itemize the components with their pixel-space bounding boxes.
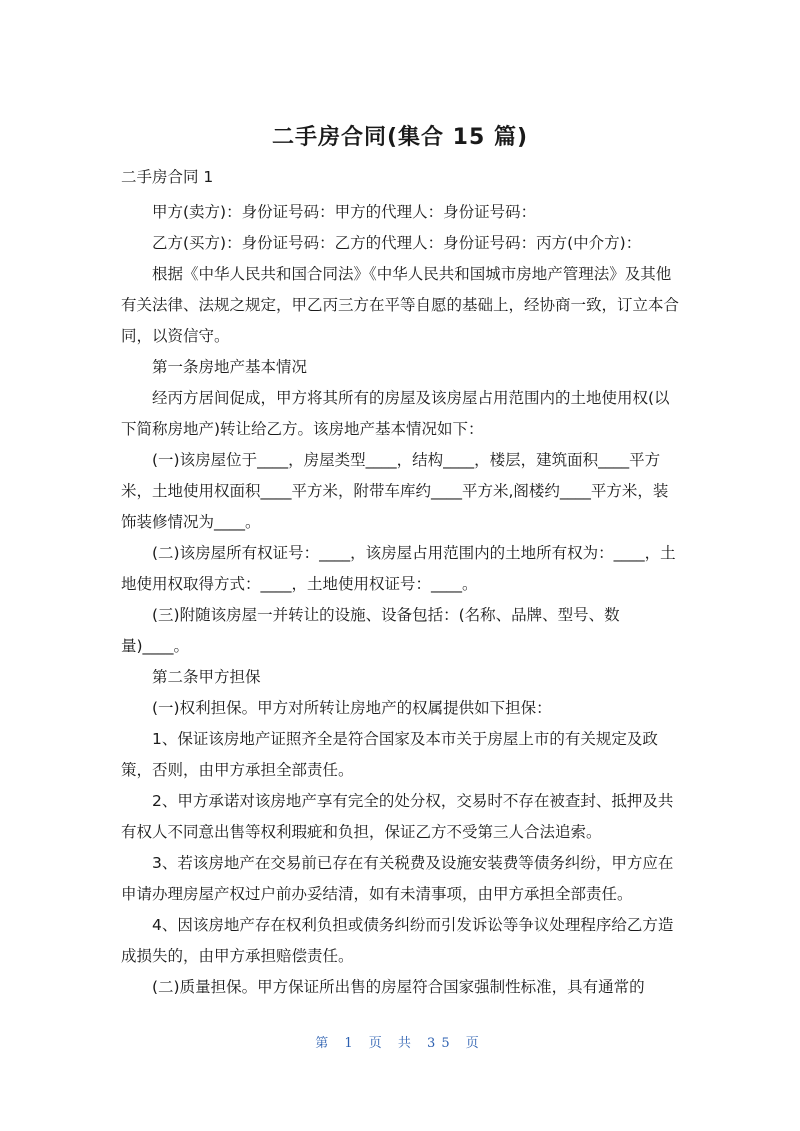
page-number: 第 1 页 共 35 页 — [315, 1036, 485, 1051]
paragraph: 根据《中华人民共和国合同法》《中华人民共和国城市房地产管理法》及其他有关法律、法规之规定，甲乙丙三方在平等自愿的基础上，经协商一致，订立本合同，以资信守。 — [121, 265, 680, 345]
paragraph: 2、甲方承诺对该房地产享有完全的处分权，交易时不存在被查封、抵押及共有权人不同意出售等权利瑕疵和负担，保证乙方不受第三人合法追索。 — [121, 792, 674, 841]
paragraph: 1、保证该房地产证照齐全是符合国家及本市关于房屋上市的有关规定及政策，否则，由甲方承担全部责任。 — [121, 730, 658, 779]
paragraph: (三)附随该房屋一并转让的设施、设备包括：(名称、品牌、型号、数量)____。 — [121, 606, 620, 655]
paragraph: 经丙方居间促成，甲方将其所有的房屋及该房屋占用范围内的土地使用权(以下简称房地产)转让给乙方。该房地产基本情况如下： — [121, 389, 670, 438]
paragraph: 乙方(买方)：身份证号码：乙方的代理人：身份证号码：丙方(中介方)： — [152, 234, 642, 252]
document-body — [121, 162, 681, 1003]
paragraph: (一)权利担保。甲方对所转让房地产的权属提供如下担保： — [152, 699, 552, 717]
section-heading: 第二条甲方担保 — [152, 668, 261, 686]
paragraph: (二)该房屋所有权证号：____，该房屋占用范围内的土地所有权为：____，土地使用权取得方式：____，土地使用权证号：____。 — [121, 544, 676, 593]
paragraph: 甲方(卖方)：身份证号码：甲方的代理人：身份证号码： — [152, 203, 537, 221]
paragraph: 3、若该房地产在交易前已存在有关税费及设施安装费等债务纠纷，甲方应在申请办理房屋产权过户前办妥结清，如有未清事项，由甲方承担全部责任。 — [121, 854, 674, 903]
paragraph: (二)质量担保。甲方保证所出售的房屋符合国家强制性标准，具有通常的 — [152, 978, 645, 996]
paragraph: (一)该房屋位于____，房屋类型____，结构____，楼层，建筑面积____平方米，土地使用权面积____平方米，附带车库约____平方米,阁楼约____平方米，装饰装修情况为____。 — [121, 451, 669, 531]
document-title: 二手房合同(集合 15 篇) — [271, 125, 529, 150]
document-subtitle: 二手房合同 1 — [121, 168, 214, 186]
section-heading: 第一条房地产基本情况 — [152, 358, 308, 376]
paragraph: 4、因该房地产存在权利负担或债务纠纷而引发诉讼等争议处理程序给乙方造成损失的，由甲方承担赔偿责任。 — [121, 916, 674, 965]
